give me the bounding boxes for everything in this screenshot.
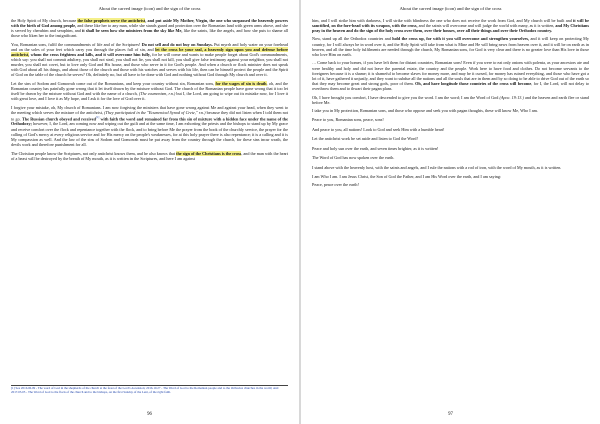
text-run: , oh, and the Romanian country has painfully gone wrong that it let itself drawn by the mixture without God. The church of the Romanian people have gone wrong that it too let itself be drawn by the mixture without God and with the name of a church, bbox=[11, 80, 288, 96]
text-run: him, and I will strike him with darkness, I will strike with blindness the one who does not receive the work from God, and My church will be built and bbox=[312, 17, 574, 23]
highlighted-text: for the wages of sin is death bbox=[215, 80, 267, 86]
paragraph bbox=[11, 42, 288, 78]
page-body bbox=[11, 18, 288, 161]
text-run: The Christian people know the Scriptures, not only antichrist knows them, and he also knows that bbox=[11, 150, 177, 156]
text-run: it shall be seen how she ministers from the sky like Me, bbox=[82, 27, 183, 33]
text-run: , for I, the Lord, will not delay to overthrow them and to thwart their pagan plans. bbox=[312, 80, 589, 91]
highlighted-text: the sign of the Christians is the cross bbox=[176, 150, 242, 156]
text-run: Now, stand up all the Orthodox countries and bbox=[312, 36, 393, 42]
text-run: whom the cross frightens and kills, and it will overcome him fully, bbox=[29, 51, 151, 57]
text-run: (The ecumenism, r.n.) bbox=[138, 91, 176, 96]
paragraph bbox=[312, 146, 589, 151]
text-run: Peace to you, Romanian sons, peace, sons! bbox=[312, 117, 384, 123]
text-run: Oh, I have brought you comfort, I have descended to give you the word. I am the word; I am the Word of God bbox=[312, 94, 500, 100]
text-run: Let the sins of Sodom and Gomorrah come out of the Romanians, and keep your country without sin, Romanian sons, bbox=[11, 80, 216, 86]
paragraph bbox=[11, 18, 288, 38]
paragraph bbox=[312, 174, 589, 179]
text-run: The Russian church obeyed and received bbox=[21, 116, 96, 122]
paragraph bbox=[312, 136, 589, 141]
page-number: 97 bbox=[448, 412, 453, 417]
text-run: Do not sell and do not buy on Sundays. bbox=[141, 41, 213, 47]
text-run: (They participated in the "Ecumenical Synod of Crete," r.n.) bbox=[104, 109, 206, 115]
text-run: and My Christians pray in the heaven and do the sign of the holy cross over them, over their houses, over all their things and over their Orthodox country. bbox=[312, 22, 589, 33]
paragraph bbox=[11, 81, 288, 101]
text-run: and it will keep on protecting My country, for I will always be in word over it, and the Holy Spirit will take from what is Mine and He will bring news from heaven over it, and it will be on earth as in heaven, and all the time holy fulfilments are needed through the church, My Romanian sons, for God is very clear and there is no greater love than His love in those who love Him on earth. bbox=[312, 36, 589, 57]
text-run: , and put aside My Mother, Virgin, the one who surpassed the heavenly powers with the birth of God among people, bbox=[11, 17, 288, 28]
text-run: and the saints will overcome and will judge the world with many, as it is written, bbox=[417, 22, 556, 28]
paragraph bbox=[312, 36, 589, 56]
text-run: … Come back to your homes, if you have left them for distant countries, Romanian sons! Even if you were to eat only onions with polenta, as your ancestors ate and were healthy and holy and did not leave the parental estate, the country and the people. Work here to have food and clothes. Do not become servants to the foreigners because it is a shame; it is shameful to become slaves for money more, and may be it cursed, for money has ruined everything, and those who have got a lot of it, have gathered it unjustly, and they want to subdue all the nations and all the souls that are in them and by so doing to be able to drive God out of the earth so that they may become great and strong gods, poor of them. bbox=[312, 60, 589, 86]
text-run: Put myrrh and holy water on your forehead and on the soles of your feet which carry you through the places full of sin, and bbox=[11, 41, 288, 52]
paragraph bbox=[312, 95, 589, 105]
text-run: You, Romanian sons, fulfil the commandments of life and of the Scriptures! bbox=[11, 41, 142, 47]
text-run: and the heaven and earth flee or stand before Me. bbox=[312, 94, 589, 105]
paragraph bbox=[312, 60, 589, 91]
footnote-text[interactable]: [1] See 2016.06.09 - The word of God in the shepherds of the church at the feast of the Lord's Ascension; 2016.10.27 - The Word of God to the Romanian people and to the Orthodox churches in the world; And 2017.03.05 - The Word of God to the flock of the church and to the bishops, on the first Sunday of the Lent, of the right faith. bbox=[11, 386, 279, 394]
text-run: hold the cross up, for with it you will overcome and strengthen yourselves, bbox=[392, 36, 530, 42]
text-run: I am Who I am. I am Jesus Christ, the Son of God the Father, and I am His Word over the earth, and I am saying: bbox=[312, 173, 502, 179]
text-run: Oh, and have longitude those countries of the cross will become bbox=[415, 80, 532, 86]
highlighted-text: the false prophets serve the antichrist bbox=[77, 17, 146, 23]
text-run: however, I, the Lord, am coming now and wiping out the guilt and at the same time, I am exhorting the priests and the bishops to stand up by My grace and receive comfort over the flock and repentance together with the flock, and to bring before Me the prayer from the book of the churchly service, the prayer for the calling of God's mercy at every religious service and for His mercy on the people's weaknesses, for at this holy prayer there is also repentance; it is a calling and it is My compassion as well. And the law of the sins of Sodom and Gomorrah must be put away from the country through the church, for these sins incur wrath, the devils work and therefore punishment for all. bbox=[11, 121, 288, 147]
text-run: Let the antichrist work be set aside and listen to God the Word! bbox=[312, 136, 418, 142]
text-run: it will be sanctified, on the fore-head with its weapon, with the cross, bbox=[312, 17, 589, 28]
text-run: Peace and holy sun over the earth, and seven times brighter, as it is written! bbox=[312, 145, 439, 151]
paragraph bbox=[11, 151, 288, 161]
text-run: I forgive your mistake, oh, My church of Romanians. I am now forgiving the ministers that have gone wrong against Me and against your head, when they went to the meeting which serves the mixture of the antichrist, bbox=[11, 104, 288, 115]
footnote bbox=[11, 385, 288, 395]
text-run: for he will come and wants to make people forget about God's commandments, which say: you shall not commit adultery, you shall not steal, you shall not lie, you shall not kill, you shall give false testimony against your neighbor, you shall not murder, you shall not covet, but to love only God and His house, and those who serve in it for God's people. And when a church or flock minister does not speak with God about all his things, and about those of the church and those with his watches and serves with his life, then can he himself protect the people and the Spirit of God on the table of the church he serves? Oh, definitely no, but all have to be done with God and nothing without God through My church and over it. bbox=[11, 51, 289, 78]
text-run: with faith the word and remained far from this sin of mixture with a hidden face under the name of the Orthodoxy; bbox=[11, 116, 288, 127]
text-run: because they did not listen when I told them not to go. bbox=[11, 109, 288, 122]
paragraph bbox=[312, 18, 589, 33]
page-body bbox=[312, 18, 589, 188]
text-run: but I, the Lord, am going to wipe out its mistake now, for I love it with great love, and I love it as My hope, and I ask it for the love of God over it. bbox=[11, 91, 289, 102]
paragraph bbox=[312, 155, 589, 160]
paragraph bbox=[312, 117, 589, 122]
text-run: , and the man with the heart of a beast will be destroyed by the breath of My mouth, as it is written in the Scriptures, and here I am against bbox=[11, 150, 288, 161]
paragraph bbox=[312, 127, 589, 132]
footnote-ref[interactable]: [1] bbox=[95, 115, 100, 119]
paragraph bbox=[11, 105, 288, 147]
text-run: like the saints, like the angels, and how she puts to shame all those who liken her to the insignificant. bbox=[11, 27, 288, 38]
text-run: I take you in My protection, Romanian sons, and those who oppose and seek you with pagan thoughts, these will know Me, Who I am. bbox=[312, 108, 538, 114]
paragraph bbox=[312, 165, 589, 170]
left-page bbox=[0, 0, 299, 424]
text-run: The Word of God has now spoken over the earth. bbox=[312, 155, 395, 161]
paragraph bbox=[312, 108, 589, 113]
text-run: I stand above with the heavenly host, with the saints and angels, and I rule the nations with a rod of iron, with the word of My mouth, as it is written. bbox=[312, 165, 562, 171]
text-run: the Holy Spirit of My church, because bbox=[11, 17, 78, 23]
text-run: and these like her to any man, while she stands guard and protection over the Romanian land with green arms above, and she is served by cherubim and seraphim, and bbox=[11, 22, 288, 33]
running-header: About the carved image (icon) and the sign of the cross bbox=[98, 6, 201, 11]
running-header: About the carved image (icon) and the sign of the cross bbox=[399, 6, 502, 11]
text-run: And peace to you, all nations! Look to God and seek Him with a humble heart! bbox=[312, 126, 445, 132]
paragraph bbox=[312, 182, 589, 187]
page-number: 96 bbox=[147, 412, 152, 417]
highlighted-text: let the cross be your seal, a heavenly sign upon you and defense before antichrist, bbox=[11, 46, 288, 57]
text-run: (Apoc. 19:13.) bbox=[499, 94, 524, 100]
right-page bbox=[301, 0, 600, 424]
text-run: Peace, peace over the earth! bbox=[312, 182, 359, 188]
